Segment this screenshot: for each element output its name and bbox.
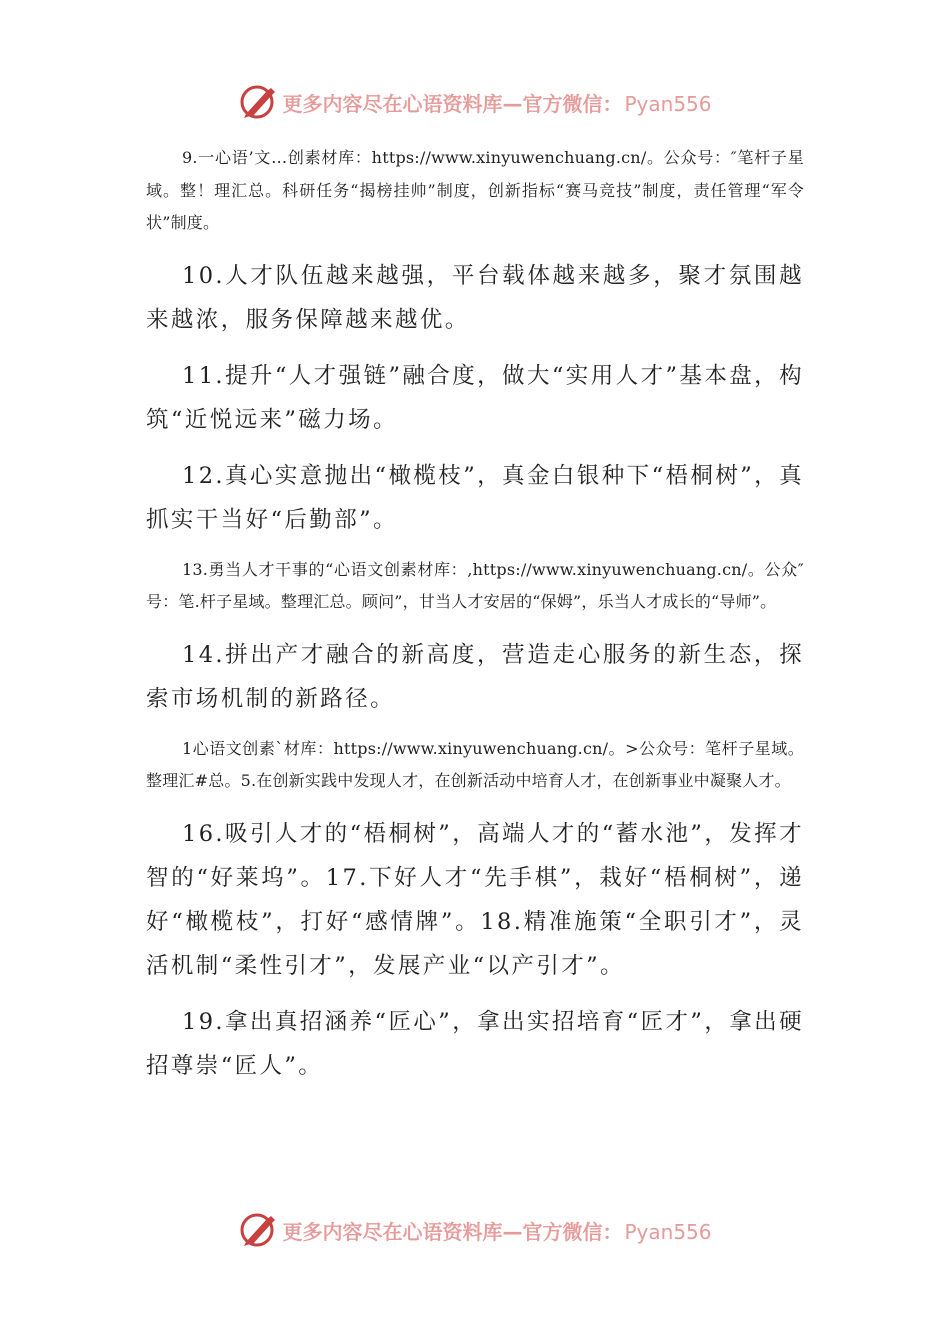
footer-banner: [0, 1208, 950, 1252]
pen-logo-icon: [238, 82, 278, 122]
header-banner: [0, 80, 950, 124]
paragraph-13: 13.勇当人才干事的“心语文创素材库：,https://www.xinyuwenchuang.cn/。公众″号：笔.杆子星域。整理汇总。顾问”，甘当人才安居的“保姆”，乐当人才成长的“导师”。: [146, 559, 804, 611]
paragraph-11: 11.提升“人才强链”融合度，做大“实用人才”基本盘，构筑“近悦远来”磁力场。: [146, 362, 804, 433]
paragraph-10: 10.人才队伍越来越强，平台载体越来越多，聚才氛围越来越浓，服务保障越来越优。: [146, 262, 804, 333]
banner-wechat-id: Pyan556: [624, 1219, 712, 1244]
pen-logo-icon: [238, 1210, 278, 1250]
paragraph-19: 19.拿出真招涵养“匠心”，拿出实招培育“匠才”，拿出硬招尊崇“匠人”。: [146, 1008, 804, 1079]
document-body: [146, 142, 804, 1100]
banner-text: 更多内容尽在心语资料库—官方微信：: [282, 1219, 623, 1244]
paragraph-9: 9.一心语’文…创素材库：https://www.xinyuwenchuang.cn/。公众号：″笔杆子星域。整！理汇总。科研任务“揭榜挂帅”制度，创新指标“赛马竞技”制度，责任管理“军令状”制度。: [146, 148, 804, 232]
paragraph-15: 1心语文创素`材库：https://www.xinyuwenchuang.cn/。>公众号：笔杆子星域。整理汇#总。5.在创新实践中发现人才，在创新活动中培育人才，在创新事业中凝聚人才。: [146, 738, 804, 790]
paragraph-14: 14.拼出产才融合的新高度，营造走心服务的新生态，探索市场机制的新路径。: [146, 641, 804, 712]
paragraph-12: 12.真心实意抛出“橄榄枝”，真金白银种下“梧桐树”，真抓实干当好“后勤部”。: [146, 462, 804, 533]
banner-text: 更多内容尽在心语资料库—官方微信：: [282, 91, 623, 116]
paragraph-16-18: 16.吸引人才的“梧桐树”，高端人才的“蓄水池”，发挥才智的“好莱坞”。17.下好人才“先手棋”，栽好“梧桐树”，递好“橄榄枝”，打好“感情牌”。18.精准施策“全职引才”，灵活机制“柔性引才”，发展产业“以产引才”。: [146, 820, 804, 979]
banner-wechat-id: Pyan556: [624, 91, 712, 116]
